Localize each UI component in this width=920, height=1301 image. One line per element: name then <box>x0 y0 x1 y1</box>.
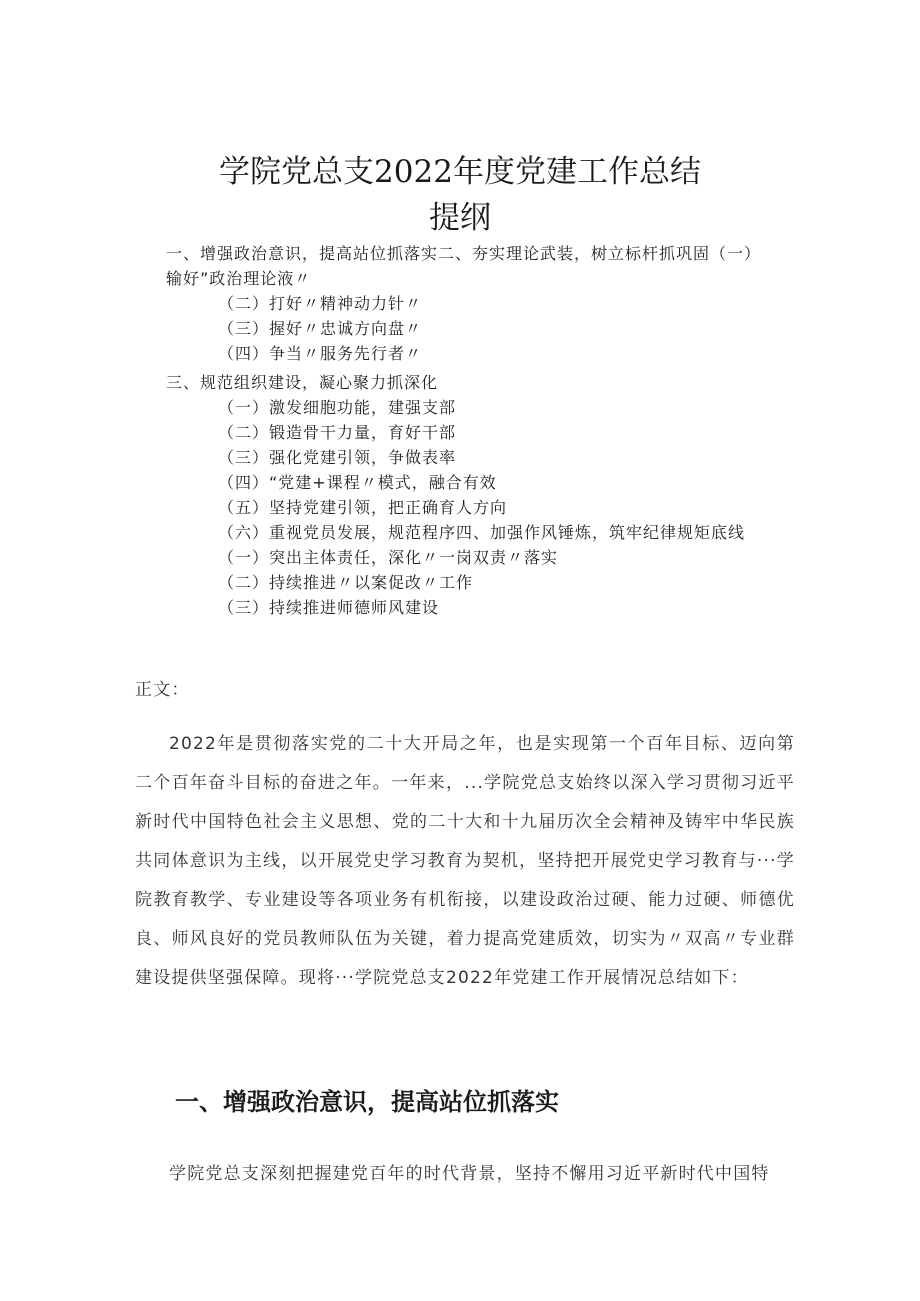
outline-item: （二）锻造骨干力量，育好干部 <box>218 423 457 442</box>
body-paragraph: 学院党总支深刻把握建党百年的时代背景，坚持不懈用习近平新时代中国特 <box>169 1164 770 1184</box>
section-heading: 一、增强政治意识，提高站位抓落实 <box>175 1088 559 1116</box>
outline-item: （三）握好〃忠诚方向盘〃 <box>218 319 423 338</box>
outline-item: （三）强化党建引领，争做表率 <box>218 448 457 467</box>
document-title: 学院党总支2022年度党建工作总结 <box>219 154 701 190</box>
outline-item: （二）持续推进〃以案促改〃工作 <box>218 573 474 592</box>
body-label: 正文： <box>135 680 190 700</box>
outline-item: （四）“党建+课程〃模式，融合有效 <box>218 473 497 492</box>
body-paragraph: 2022年是贯彻落实党的二十大开局之年，也是实现第一个百年目标、迈向第二个百年奋斗目标的奋进之年。一年来，...学院党总支始终以深入学习贯彻习近平新时代中国特色社会主义思想、党的二十大和十九届历次全会精神及铸牢中华民族共同体意识为主线，以开展党史学习教育为契机，坚持把开展党史学习教育与···学院教育教学、专业建设等各项业务有机衔接，以建设政治过硬、能力过硬、师德优良、师风良好的党员教师队伍为关键，着力提高党建质效，切实为〃双高〃专业群建设提供坚强保障。现将···学院党总支2022年党建工作开展情况总结如下： <box>135 734 795 988</box>
outline-item: （二）打好〃精神动力针〃 <box>218 294 423 313</box>
outline-item: （一）突出主体责任，深化〃一岗双责〃落实 <box>218 548 559 567</box>
outline-item: 三、规范组织建设，凝心聚力抓深化 <box>166 373 439 392</box>
outline-item: （六）重视党员发展，规范程序四、加强作风锤炼，筑牢纪律规矩底线 <box>218 523 746 542</box>
document-subtitle: 提纲 <box>429 200 491 236</box>
outline-item: 输好”政治理论液〃 <box>166 269 312 288</box>
outline-item: （五）坚持党建引领，把正确育人方向 <box>218 498 508 517</box>
outline-item: 一、增强政治意识，提高站位抓落实二、夯实理论武装，树立标杆抓巩固（一） <box>166 244 762 263</box>
outline-item: （四）争当〃服务先行者〃 <box>218 344 423 363</box>
outline-item: （三）持续推进师德师风建设 <box>218 598 440 617</box>
outline-item: （一）激发细胞功能，建强支部 <box>218 398 457 417</box>
